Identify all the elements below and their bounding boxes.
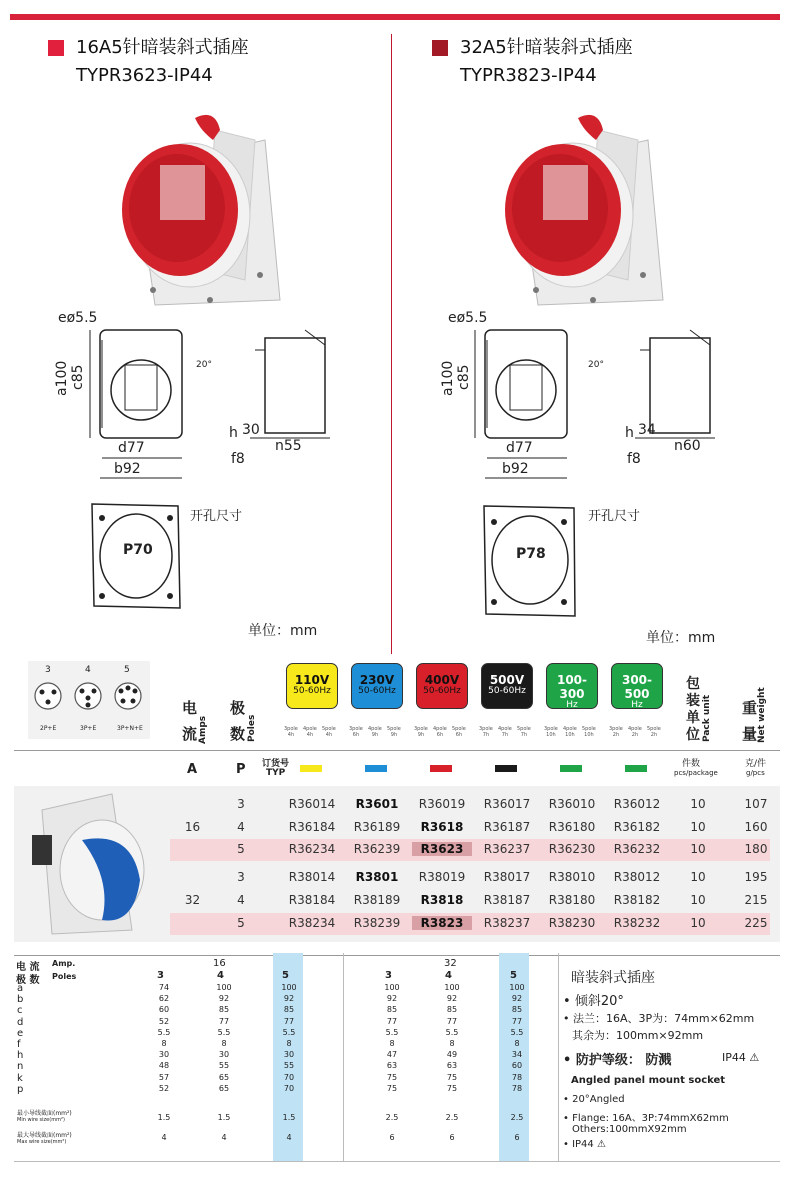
- desc-bullet2: • 法兰：16A、3P为：74mm×62mm: [563, 1012, 755, 1025]
- dim-table-divider-2: [558, 953, 559, 1161]
- dim-amp-label-en: Amp.: [52, 959, 76, 968]
- right-dimension-drawing: [425, 310, 755, 490]
- dim-e-1: 5.5: [217, 1027, 231, 1037]
- dim-e-2: 5.5: [282, 1027, 296, 1037]
- table-row-pack-2: 10: [690, 842, 706, 856]
- voltage-label-4: 100-300: [556, 673, 588, 701]
- amps-header-cn1: 电: [182, 699, 198, 717]
- dim-b-1: 92: [218, 994, 230, 1004]
- table-cell-3-0: R38014: [288, 870, 336, 884]
- amps-header-cn2: 流: [182, 725, 198, 743]
- dim-pole-1: 4: [217, 970, 224, 981]
- desc-bullet1: • 倾斜20°: [563, 994, 624, 1009]
- dim-amp-16: 16: [213, 958, 226, 969]
- dim-a-5: 100: [509, 983, 525, 992]
- left-dim-h: 30: [242, 422, 260, 438]
- left-unit: 单位：mm: [248, 623, 318, 639]
- weight-header-cn1: 重: [742, 699, 758, 717]
- pin-count-4: 4: [85, 665, 91, 675]
- dim-p-3: 75: [386, 1083, 398, 1093]
- voltage-card-4: [546, 663, 598, 719]
- left-dim-n: n55: [275, 438, 302, 454]
- dim-n-1: 55: [218, 1061, 230, 1071]
- voltage-3-pole-1: 4pole 7h: [498, 726, 512, 738]
- table-cell-5-2: R3823: [412, 916, 472, 930]
- dim-poles-label-en: Poles: [52, 972, 77, 981]
- dim-e-4: 5.5: [445, 1027, 459, 1037]
- max-wire-cn: 最大导线截面(mm²): [17, 1132, 72, 1139]
- dim-f-5: 8: [514, 1039, 520, 1048]
- min-wire-4: 2.5: [445, 1113, 459, 1122]
- voltage-label-0: 110V: [294, 673, 330, 687]
- voltage-1-pole-0: 3pole 6h: [349, 726, 363, 738]
- dim-p-5: 78: [511, 1083, 523, 1093]
- color-swatch-4: [560, 765, 582, 772]
- desc-b1-text: 倾斜20°: [574, 994, 624, 1009]
- desc-e2a-text: Flange: 16A、3P:74mmX62mm: [572, 1113, 729, 1124]
- min-wire-0: 1.5: [157, 1113, 171, 1122]
- right-socket-photo: [478, 100, 668, 310]
- table-row-weight-4: 215: [744, 893, 768, 907]
- dim-c-2: 85: [283, 1005, 295, 1015]
- dim-k-5: 78: [511, 1072, 523, 1082]
- right-unit: 单位：mm: [646, 630, 716, 646]
- subheader-order-cn: 订货号: [262, 759, 290, 769]
- voltage-4-pole-2: 5pole 10h: [582, 726, 596, 738]
- table-cell-0-4: R36010: [548, 797, 596, 811]
- desc-title-cn: 暗装斜式插座: [571, 970, 655, 986]
- left-dim-angle: 20°: [196, 360, 212, 370]
- desc-ip: [722, 1051, 759, 1064]
- table-cell-3-5: R38012: [613, 870, 661, 884]
- left-dimension-drawing: [40, 310, 370, 490]
- table-row-weight-5: 225: [744, 916, 768, 930]
- min-wire-2: 1.5: [282, 1113, 296, 1122]
- pack-header-en: Pack unit: [702, 694, 712, 742]
- voltage-hz-1: 50-60Hz: [358, 686, 396, 696]
- dim-e-0: 5.5: [157, 1027, 171, 1037]
- subheader-a: A: [187, 762, 198, 777]
- left-dim-c: c85: [70, 364, 86, 390]
- table-row-weight-0: 107: [744, 797, 768, 811]
- max-wire-5: 6: [514, 1133, 520, 1142]
- table-cell-5-0: R38234: [288, 916, 336, 930]
- left-socket-photo: [95, 100, 285, 310]
- table-row-weight-3: 195: [744, 870, 768, 884]
- table-cell-4-3: R38187: [483, 893, 531, 907]
- right-dim-c: c85: [456, 364, 472, 390]
- dim-pole-0: 3: [157, 970, 164, 981]
- table-row-pack-4: 10: [690, 893, 706, 907]
- top-accent-bar: [10, 14, 780, 20]
- voltage-label-2: 400V: [424, 673, 460, 687]
- color-swatch-2: [430, 765, 452, 772]
- dim-f-1: 8: [221, 1039, 227, 1048]
- bottom-line: [14, 1161, 780, 1162]
- voltage-5-pole-2: 5pole 2h: [647, 726, 661, 738]
- voltage-1-pole-1: 4pole 9h: [368, 726, 382, 738]
- pin-label-4: 3P+E: [80, 725, 97, 732]
- dim-d-1: 77: [218, 1016, 230, 1026]
- dim-k-1: 65: [218, 1072, 230, 1082]
- right-title-square: [432, 40, 448, 56]
- pin-label-3: 2P+E: [40, 725, 57, 732]
- right-dim-h-label: h: [625, 425, 634, 441]
- table-cell-0-3: R36017: [483, 797, 531, 811]
- splash-warning-icon-2: ⚠: [596, 1139, 606, 1150]
- right-dim-e: eø5.5: [448, 310, 488, 326]
- voltage-0-pole-1: 4pole 4h: [303, 726, 317, 738]
- desc-ip-text: IP44: [722, 1051, 746, 1064]
- table-cell-0-2: R36019: [418, 797, 466, 811]
- weight-header-cn2: 量: [742, 725, 758, 743]
- voltage-2-pole-2: 5pole 6h: [452, 726, 466, 738]
- table-cell-4-5: R38182: [613, 893, 661, 907]
- pin-count-3: 3: [45, 665, 51, 675]
- dim-b-5: 92: [511, 994, 523, 1004]
- right-product-model: TYPR3823-IP44: [460, 65, 597, 86]
- table-cell-3-4: R38010: [548, 870, 596, 884]
- dim-f-0: 8: [161, 1039, 167, 1048]
- poles-header-cn1: 极: [230, 699, 246, 717]
- dim-key-b: b: [17, 994, 24, 1006]
- min-wire-1: 1.5: [217, 1113, 231, 1122]
- dim-d-2: 77: [283, 1016, 295, 1026]
- desc-b2b-text: 其余为：100mm×92mm: [572, 1029, 704, 1042]
- dim-pole-2: 5: [282, 970, 289, 981]
- desc-e2: • Flange: 16A、3P:74mmX62mm: [563, 1113, 729, 1124]
- right-dim-angle: 20°: [588, 360, 604, 370]
- table-cell-1-3: R36187: [483, 820, 531, 834]
- table-cell-2-2: R3623: [412, 842, 472, 856]
- subheader-p: P: [236, 762, 246, 777]
- dim-a-4: 100: [444, 983, 460, 992]
- pin-label-5: 3P+N+E: [117, 725, 143, 732]
- left-dim-d: d77: [118, 440, 145, 456]
- dim-d-3: 77: [386, 1016, 398, 1026]
- table-row-pack-1: 10: [690, 820, 706, 834]
- max-wire-2: 4: [286, 1133, 292, 1142]
- table-cell-1-2: R3618: [420, 820, 464, 834]
- voltage-5-pole-1: 4pole 2h: [628, 726, 642, 738]
- right-dim-h: 34: [638, 422, 656, 438]
- pack-header-cn0: 包: [686, 676, 700, 692]
- right-cutout-label: 开孔尺寸: [588, 509, 641, 524]
- table-cell-1-5: R36182: [613, 820, 661, 834]
- dim-n-4: 63: [446, 1061, 458, 1071]
- table-cell-2-5: R36232: [613, 842, 661, 856]
- dim-d-4: 77: [446, 1016, 458, 1026]
- min-wire-en: Min wire size(mm²): [17, 1117, 65, 1123]
- dim-h-1: 30: [218, 1050, 230, 1060]
- voltage-3-pole-2: 5pole 7h: [517, 726, 531, 738]
- dim-k-0: 57: [158, 1072, 170, 1082]
- right-product-title: 32A5针暗装斜式插座: [460, 37, 633, 58]
- dim-h-4: 49: [446, 1050, 458, 1060]
- table-cell-4-2: R3818: [420, 893, 464, 907]
- dim-amp-32: 32: [444, 958, 457, 969]
- dim-f-4: 8: [449, 1039, 455, 1048]
- dim-key-f: f: [17, 1039, 21, 1050]
- dim-c-5: 85: [511, 1005, 523, 1015]
- table-cell-2-4: R36230: [548, 842, 596, 856]
- dim-a-3: 100: [384, 983, 400, 992]
- dim-e-3: 5.5: [385, 1027, 399, 1037]
- pack-header-cn3: 位: [686, 727, 700, 743]
- dim-h-3: 47: [386, 1050, 398, 1060]
- desc-e1-text: 20°Angled: [572, 1094, 625, 1105]
- dim-b-0: 62: [158, 994, 170, 1004]
- table-row-poles-0: 3: [237, 797, 245, 811]
- voltage-card-5: [611, 663, 663, 719]
- dim-f-3: 8: [389, 1039, 395, 1048]
- dim-c-3: 85: [386, 1005, 398, 1015]
- table-cell-0-1: R3601: [355, 797, 399, 811]
- dim-h-2: 30: [283, 1050, 295, 1060]
- dim-h-0: 30: [158, 1050, 170, 1060]
- dim-a-0: 74: [158, 983, 170, 992]
- voltage-3-pole-0: 3pole 7h: [479, 726, 493, 738]
- dim-b-4: 92: [446, 994, 458, 1004]
- table-row-weight-1: 160: [744, 820, 768, 834]
- dim-poles-label-cn: 极 数: [16, 975, 40, 986]
- table-row-pack-0: 10: [690, 797, 706, 811]
- color-swatch-0: [300, 765, 322, 772]
- dim-key-a: a: [17, 983, 24, 994]
- voltage-hz-4: Hz >50V: [559, 700, 585, 719]
- color-swatch-1: [365, 765, 387, 772]
- table-cell-2-1: R36239: [353, 842, 401, 856]
- max-wire-4: 6: [449, 1133, 455, 1142]
- max-wire-3: 6: [389, 1133, 395, 1142]
- table-cell-0-5: R36012: [613, 797, 661, 811]
- pin-layout-icons: [32, 678, 148, 718]
- amps-header-en: Amps: [198, 715, 208, 744]
- amp-32-label: 32: [184, 893, 201, 907]
- table-cell-4-4: R38180: [548, 893, 596, 907]
- dim-d-0: 52: [158, 1016, 170, 1026]
- subheader-pack: 件数: [682, 759, 701, 769]
- dim-p-0: 52: [158, 1083, 170, 1093]
- voltage-hz-2: 50-60Hz: [423, 686, 461, 696]
- subheader-pack-en: pcs/package: [674, 769, 718, 777]
- weight-header-en: Net weight: [757, 687, 767, 743]
- voltage-card-2: [416, 663, 468, 709]
- dim-e-5: 5.5: [510, 1027, 524, 1037]
- dim-table-divider-1: [343, 953, 344, 1161]
- right-dim-f: f8: [627, 451, 641, 467]
- voltage-0-pole-2: 5pole 4h: [322, 726, 336, 738]
- dim-c-1: 85: [218, 1005, 230, 1015]
- max-wire-1: 4: [221, 1133, 227, 1142]
- dim-k-3: 75: [386, 1072, 398, 1082]
- left-dim-e: eø5.5: [58, 310, 98, 326]
- dim-key-k: k: [17, 1072, 23, 1084]
- right-dim-a: a100: [440, 360, 456, 396]
- voltage-card-1: [351, 663, 403, 709]
- voltage-hz-0: 50-60Hz: [293, 686, 331, 696]
- voltage-2-pole-1: 4pole 6h: [433, 726, 447, 738]
- poles-header-en: Poles: [247, 714, 257, 742]
- pack-header-cn1: 装: [686, 693, 700, 709]
- table-cell-3-2: R38019: [418, 870, 466, 884]
- desc-b3-text: 防护等级： 防溅: [575, 1053, 672, 1068]
- table-row-poles-2: 5: [237, 842, 245, 856]
- dim-key-e: e: [17, 1027, 24, 1039]
- right-dim-n: n60: [674, 438, 701, 454]
- voltage-4-pole-0: 3pole 10h: [544, 726, 558, 738]
- table-cell-5-3: R38237: [483, 916, 531, 930]
- left-dim-a: a100: [54, 360, 70, 396]
- left-cutout-size: P70: [123, 542, 153, 558]
- table-cell-1-4: R36180: [548, 820, 596, 834]
- min-wire-3: 2.5: [385, 1113, 399, 1122]
- dim-k-2: 70: [283, 1072, 295, 1082]
- voltage-card-3: [481, 663, 533, 709]
- dim-n-2: 55: [283, 1061, 295, 1071]
- blue-socket-photo: [22, 790, 162, 938]
- table-row-poles-4: 4: [237, 893, 245, 907]
- dim-pole-5: 5: [510, 970, 517, 981]
- dim-pole-4: 4: [445, 970, 452, 981]
- table-cell-1-0: R36184: [288, 820, 336, 834]
- table-cell-3-3: R38017: [483, 870, 531, 884]
- dim-k-4: 75: [446, 1072, 458, 1082]
- desc-e1: • 20°Angled: [563, 1094, 625, 1105]
- voltage-1-pole-2: 5pole 9h: [387, 726, 401, 738]
- left-product-title: 16A5针暗装斜式插座: [76, 37, 249, 58]
- dim-n-3: 63: [386, 1061, 398, 1071]
- desc-e3: • IP44 ⚠: [563, 1139, 606, 1150]
- left-product-model: TYPR3623-IP44: [76, 65, 213, 86]
- left-dim-b: b92: [114, 461, 141, 477]
- color-swatch-3: [495, 765, 517, 772]
- table-row-poles-3: 3: [237, 870, 245, 884]
- dim-b-2: 92: [283, 994, 295, 1004]
- dim-a-1: 100: [216, 983, 232, 992]
- voltage-card-0: [286, 663, 338, 709]
- poles-header-cn2: 数: [230, 725, 246, 743]
- voltage-2-pole-0: 3pole 9h: [414, 726, 428, 738]
- table-cell-3-1: R3801: [355, 870, 399, 884]
- dim-b-3: 92: [386, 994, 398, 1004]
- table-cell-4-1: R38189: [353, 893, 401, 907]
- center-divider: [391, 34, 392, 654]
- dim-d-5: 77: [511, 1016, 523, 1026]
- dim-key-d: d: [17, 1016, 24, 1028]
- dim-key-c: c: [17, 1005, 23, 1017]
- dim-n-5: 60: [511, 1061, 523, 1071]
- left-cutout-label: 开孔尺寸: [190, 509, 243, 524]
- dim-n-0: 48: [158, 1061, 170, 1071]
- dim-pole-3: 3: [385, 970, 392, 981]
- voltage-label-1: 230V: [359, 673, 395, 687]
- splash-warning-icon: ⚠: [749, 1051, 760, 1064]
- subheader-weight-en: g/pcs: [746, 769, 765, 777]
- voltage-hz-3: 50-60Hz: [488, 686, 526, 696]
- color-swatch-5: [625, 765, 647, 772]
- dim-p-1: 65: [218, 1083, 230, 1093]
- voltage-0-pole-0: 3pole 4h: [284, 726, 298, 738]
- table-row-poles-5: 5: [237, 916, 245, 930]
- table-cell-4-0: R38184: [288, 893, 336, 907]
- table-cell-1-1: R36189: [353, 820, 401, 834]
- desc-bullet3: • 防护等级： 防溅: [563, 1053, 672, 1068]
- table-cell-2-0: R36234: [288, 842, 336, 856]
- subheader-order-en: TYP: [266, 768, 286, 778]
- desc-e3-text: IP44: [572, 1139, 594, 1150]
- dim-f-2: 8: [286, 1039, 292, 1048]
- dim-key-p: p: [17, 1083, 24, 1095]
- right-dim-d: d77: [506, 440, 533, 456]
- dim-h-5: 34: [511, 1050, 523, 1060]
- table-cell-5-4: R38230: [548, 916, 596, 930]
- dim-c-0: 60: [158, 1005, 170, 1015]
- min-wire-cn: 最小导线截面(mm²): [17, 1110, 72, 1117]
- max-wire-0: 4: [161, 1133, 167, 1142]
- dim-p-4: 75: [446, 1083, 458, 1093]
- dim-p-2: 70: [283, 1083, 295, 1093]
- table-cell-5-1: R38239: [353, 916, 401, 930]
- dim-a-2: 100: [281, 983, 297, 992]
- voltage-hz-5: Hz >50V: [624, 700, 650, 719]
- left-title-square: [48, 40, 64, 56]
- max-wire-en: Max wire size(mm²): [17, 1139, 67, 1145]
- table-cell-0-0: R36014: [288, 797, 336, 811]
- right-dim-b: b92: [502, 461, 529, 477]
- table-row-pack-5: 10: [690, 916, 706, 930]
- dim-amp-label-cn: 电 流: [16, 962, 40, 973]
- left-dim-f: f8: [231, 451, 245, 467]
- dim-c-4: 85: [446, 1005, 458, 1015]
- voltage-4-pole-1: 4pole 10h: [563, 726, 577, 738]
- table-row-weight-2: 180: [744, 842, 768, 856]
- left-dim-h-label: h: [229, 425, 238, 441]
- voltage-label-3: 500V: [489, 673, 525, 687]
- voltage-label-5: 300-500: [621, 673, 653, 701]
- dim-key-n: n: [17, 1061, 24, 1073]
- dim-key-h: h: [17, 1050, 24, 1062]
- pin-count-5: 5: [124, 665, 130, 675]
- subheader-weight: 克/件: [745, 759, 767, 769]
- table-cell-5-5: R38232: [613, 916, 661, 930]
- desc-e2b-text: Others:100mmX92mm: [572, 1124, 687, 1135]
- min-wire-5: 2.5: [510, 1113, 524, 1122]
- table-row-pack-3: 10: [690, 870, 706, 884]
- dim-table-top-line: [14, 955, 780, 956]
- table-cell-2-3: R36237: [483, 842, 531, 856]
- amp-16-label: 16: [184, 820, 201, 834]
- table-row-poles-1: 4: [237, 820, 245, 834]
- desc-title-en: Angled panel mount socket: [571, 1075, 726, 1086]
- pack-header-cn2: 单: [686, 710, 700, 726]
- desc-b2a-text: 法兰：16A、3P为：74mm×62mm: [573, 1012, 755, 1025]
- subheader-top-line: [14, 750, 780, 751]
- right-cutout-size: P78: [516, 546, 546, 562]
- voltage-5-pole-0: 3pole 2h: [609, 726, 623, 738]
